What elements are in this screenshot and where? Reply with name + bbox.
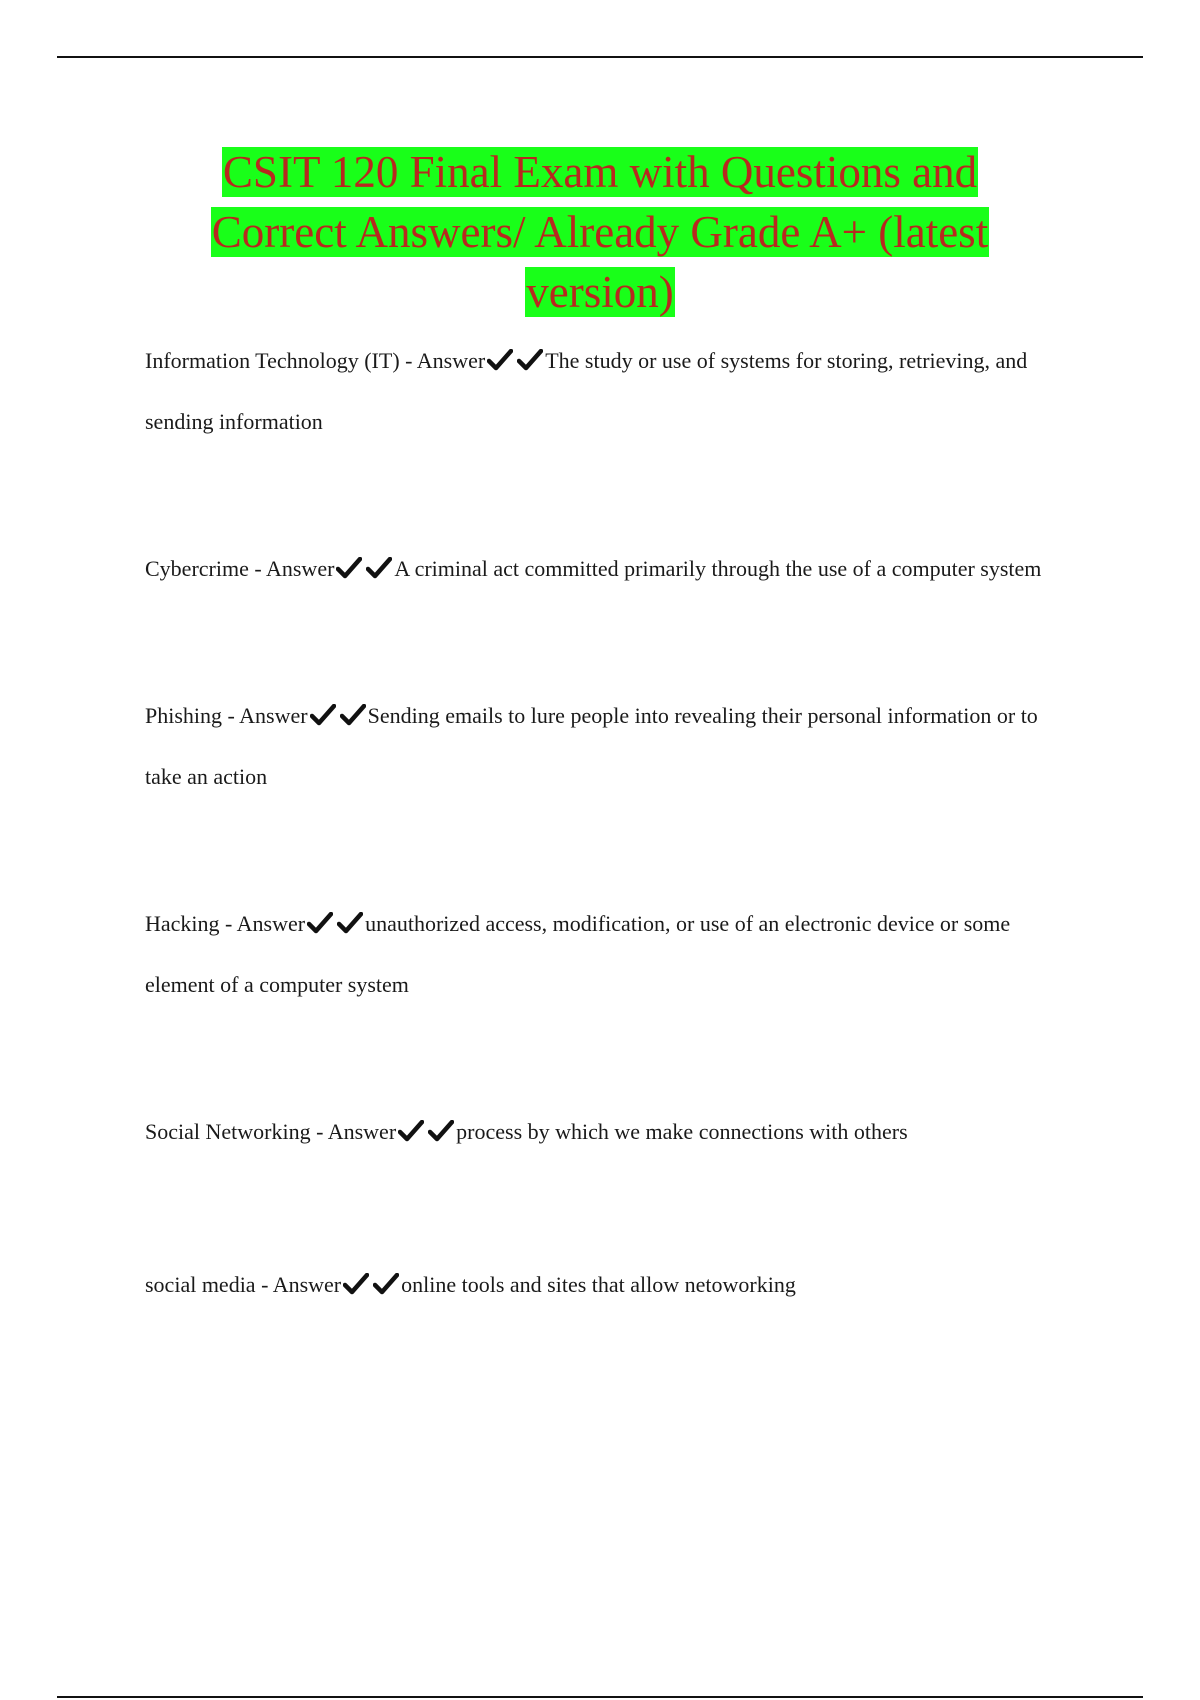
checkmark-icon xyxy=(340,704,366,726)
answer-label: Answer xyxy=(236,911,306,936)
answer-label: Answer xyxy=(272,1272,342,1297)
qa-entry: Cybercrime - Answer A criminal act committed primarily through the use of a computer system xyxy=(145,556,1042,581)
qa-entry: Phishing - Answer Sending emails to lure people into revealing their personal information or to take an action xyxy=(145,703,1038,789)
answer-label: Answer xyxy=(265,556,335,581)
answer-label: Answer xyxy=(416,348,486,373)
answer-label: Answer xyxy=(239,703,308,728)
checkmark-icon xyxy=(366,557,392,579)
qa-entry: Hacking - Answer unauthorized access, modification, or use of an electronic device or some element of a computer system xyxy=(145,911,1011,997)
title-text: CSIT 120 Final Exam with Questions and Correct Answers/ Already Grade A+ (latest version) xyxy=(211,147,989,317)
qa-definition: Sending emails to lure people into revealing their personal information or to take an action xyxy=(145,703,1038,789)
top-divider xyxy=(57,56,1143,58)
qa-definition: A criminal act committed primarily through the use of a computer system xyxy=(394,556,1042,581)
answer-label: Answer xyxy=(327,1119,397,1144)
qa-entry: Social Networking - Answer process by which we make connections with others xyxy=(145,1119,908,1144)
checkmark-icon xyxy=(343,1273,369,1295)
qa-term: Information Technology (IT) xyxy=(145,348,400,373)
qa-term: Hacking xyxy=(145,911,220,936)
checkmark-icon xyxy=(310,704,336,726)
checkmark-icon xyxy=(428,1120,454,1142)
qa-term: social media xyxy=(145,1272,256,1297)
qa-entry: Information Technology (IT) - Answer The study or use of systems for storing, retrieving, and sending information xyxy=(145,348,1028,434)
checkmark-icon xyxy=(336,557,362,579)
document-title xyxy=(150,142,1050,322)
bottom-divider xyxy=(57,1696,1143,1698)
qa-definition: online tools and sites that allow netoworking xyxy=(401,1272,796,1297)
qa-entry: social media - Answer online tools and sites that allow netoworking xyxy=(145,1272,796,1297)
qa-term: Cybercrime xyxy=(145,556,249,581)
checkmark-icon xyxy=(373,1273,399,1295)
qa-definition: process by which we make connections with others xyxy=(456,1119,908,1144)
checkmark-icon xyxy=(517,349,543,371)
checkmark-icon xyxy=(337,912,363,934)
qa-term: Social Networking xyxy=(145,1119,311,1144)
qa-list xyxy=(145,330,1065,1407)
qa-definition: The study or use of systems for storing, retrieving, and sending information xyxy=(145,348,1028,434)
qa-definition: unauthorized access, modification, or use of an electronic device or some element of a computer system xyxy=(145,911,1011,997)
checkmark-icon xyxy=(487,349,513,371)
checkmark-icon xyxy=(307,912,333,934)
checkmark-icon xyxy=(398,1120,424,1142)
qa-term: Phishing xyxy=(145,703,223,728)
